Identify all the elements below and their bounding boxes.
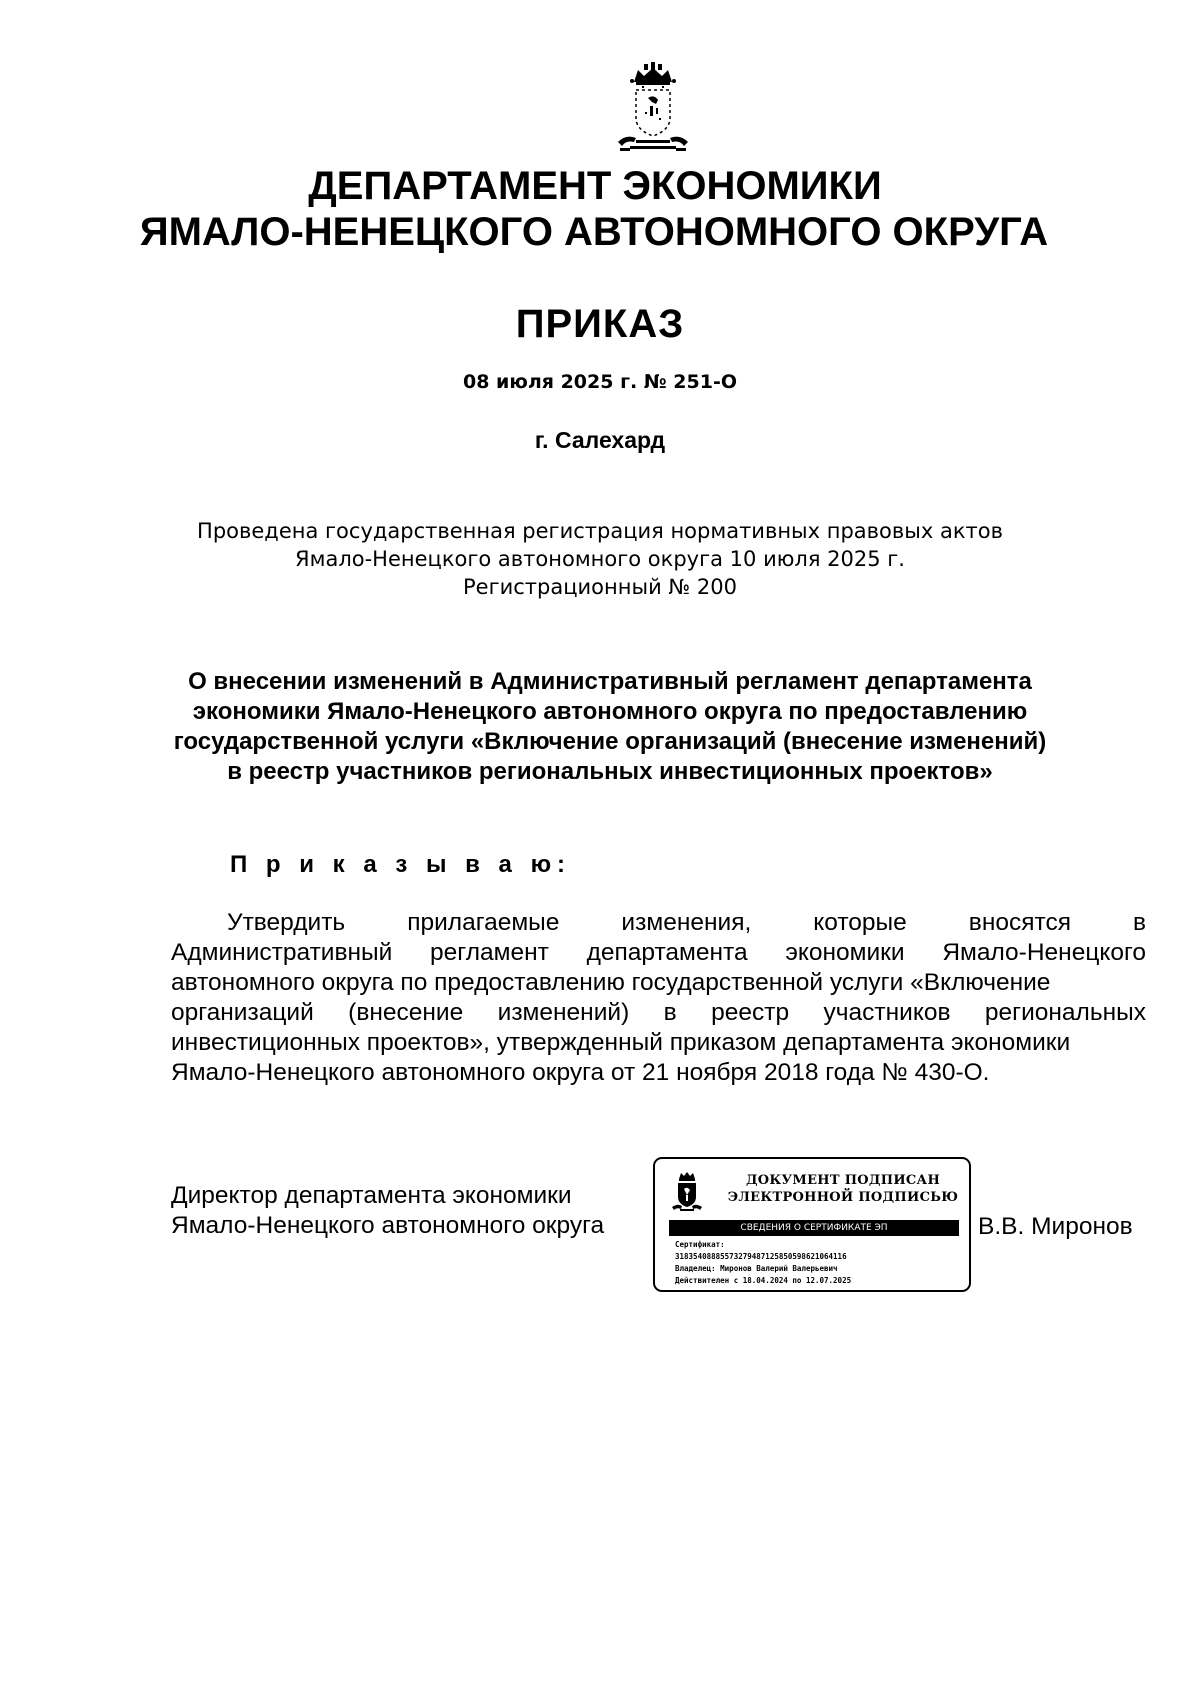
- signer-position: [171, 1181, 604, 1241]
- certificate-validity: Действителен с 18.04.2024 по 12.07.2025: [675, 1276, 852, 1285]
- coat-of-arms-icon: [612, 62, 694, 154]
- electronic-signature-stamp: [653, 1157, 971, 1292]
- order-body: [171, 908, 1146, 1088]
- coat-of-arms-icon: [670, 1171, 704, 1213]
- certificate-owner: Владелец: Миронов Валерий Валерьевич: [675, 1264, 838, 1273]
- certificate-label: Сертификат:: [675, 1240, 725, 1249]
- subject-line: в реестр участников региональных инвестиционных проектов»: [227, 758, 993, 785]
- stamp-title-line: ДОКУМЕНТ ПОДПИСАН: [745, 1173, 941, 1188]
- stamp-title: [725, 1172, 961, 1206]
- body-line: Административный регламент департамента экономики Ямало-Ненецкого: [171, 939, 1146, 966]
- body-line: инвестиционных проектов», утвержденный приказом департамента экономики: [171, 1029, 1071, 1056]
- registration-line: Проведена государственная регистрация нормативных правовых актов: [197, 519, 1003, 543]
- subject-line: О внесении изменений в Административный регламент департамента: [188, 668, 1032, 695]
- signer-name: В.В. Миронов: [978, 1213, 1133, 1240]
- registration-line: Регистрационный № 200: [463, 575, 737, 599]
- order-date-number: 08 июля 2025 г. № 251-О: [463, 371, 737, 393]
- subject-line: государственной услуги «Включение организаций (внесение изменений): [173, 728, 1047, 755]
- subject-line: экономики Ямало-Ненецкого автономного округа по предоставлению: [192, 698, 1028, 725]
- body-line: организаций (внесение изменений) в реестр участников региональных: [171, 999, 1146, 1026]
- signer-position-line: Директор департамента экономики: [171, 1182, 572, 1209]
- body-line: Ямало-Ненецкого автономного округа от 21 ноября 2018 года № 430-О.: [171, 1059, 990, 1086]
- registration-note: [0, 517, 1200, 601]
- document-type-title: ПРИКАЗ: [515, 302, 685, 346]
- department-name-line1: ДЕПАРТАМЕНТ ЭКОНОМИКИ: [308, 164, 882, 208]
- signer-position-line: Ямало-Ненецкого автономного округа: [171, 1212, 605, 1239]
- body-line: автономного округа по предоставлению государственной услуги «Включение: [171, 969, 1051, 996]
- registration-line: Ямало-Ненецкого автономного округа 10 июля 2025 г.: [295, 547, 905, 571]
- order-city: г. Салехард: [534, 427, 666, 453]
- stamp-title-line: ЭЛЕКТРОННОЙ ПОДПИСЬЮ: [727, 1190, 959, 1205]
- stamp-certificate-details: [675, 1239, 965, 1287]
- order-subject: [150, 667, 1070, 787]
- stamp-certificate-bar: СВЕДЕНИЯ О СЕРТИФИКАТЕ ЭП: [669, 1220, 959, 1236]
- decree-heading: П р и к а з ы в а ю:: [230, 851, 572, 878]
- department-name-line2: ЯМАЛО-НЕНЕЦКОГО АВТОНОМНОГО ОКРУГА: [139, 210, 1049, 254]
- body-line: Утвердить прилагаемые изменения, которые вносятся в: [227, 909, 1146, 936]
- certificate-number: 31835408885573279487125850598621064116: [675, 1252, 847, 1261]
